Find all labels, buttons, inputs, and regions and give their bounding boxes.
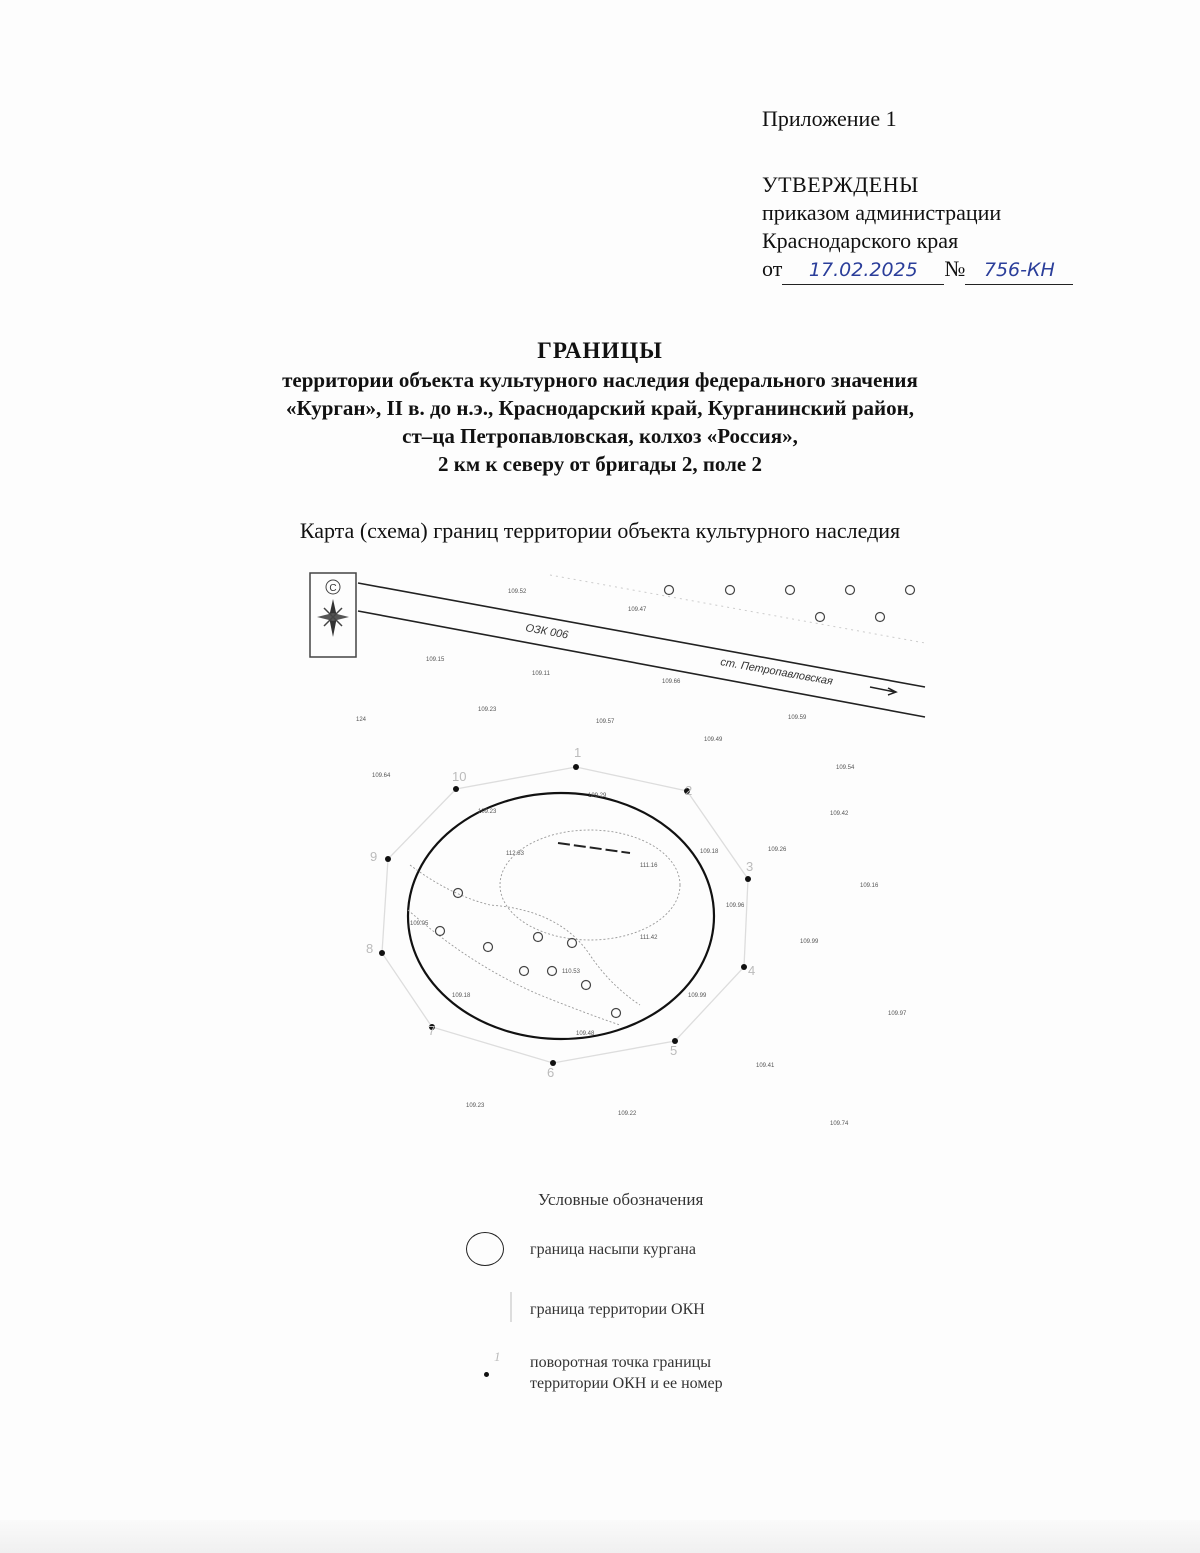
spot-height: 109.59 [788,715,807,721]
spot-height: 109.52 [508,589,527,595]
turn-point-number: 5 [670,1043,678,1058]
territory-line-icon [510,1292,512,1322]
spot-height: 109.42 [830,811,849,817]
scan-edge [0,1520,1200,1553]
okn-territory-boundary [382,767,748,1063]
handwritten-number: 756-КН [965,256,1073,285]
spot-height: 109.41 [756,1063,775,1069]
spot-height: 111.16 [640,863,658,869]
order-label: приказом администрации [762,200,1002,225]
turn-point-number: 1 [574,745,582,760]
appendix-label: Приложение 1 [762,106,897,131]
spot-height: 109.16 [860,883,879,889]
boundary-map [300,565,940,1145]
spot-height: 109.22 [618,1111,637,1117]
map-legend [460,1190,880,1410]
road [358,575,925,717]
title-line-1: территории объекта культурного наследия федерального значения [282,368,918,392]
road-label-station: ст. Петропавловская [719,656,834,688]
turn-point-number: 10 [452,769,467,784]
turn-point-number: 3 [746,859,754,874]
compass-north-letter: С [329,583,337,594]
date-number-line [762,255,1073,285]
compass-rose-icon [310,573,356,657]
title-line-2: «Курган», II в. до н.э., Краснодарский край, Курганинский район, [286,396,914,420]
spot-height: 110.53 [562,969,580,975]
legend-point-number: 1 [494,1349,501,1364]
spot-height: 111.42 [640,935,658,941]
handwritten-date: 17.02.2025 [782,256,944,285]
spot-height: 109.11 [532,671,550,677]
document-title [180,338,1020,478]
road-label-ozk: ОЗК 006 [524,622,570,642]
mound-boundary [408,793,714,1039]
turn-point-number: 9 [370,849,378,864]
spot-height: 109.23 [478,707,497,713]
turn-point-number: 2 [685,783,693,798]
legend-territory-label: граница территории ОКН [530,1301,705,1318]
spot-height: 124 [356,717,367,723]
spot-height: 109.74 [830,1121,849,1127]
turn-points [379,764,754,1066]
spot-height: 109.05 [410,921,429,927]
title-line-3: ст–ца Петропавловская, колхоз «Россия», [402,424,798,448]
legend-row-mound [460,1232,880,1272]
spot-height: 109.57 [596,719,615,725]
approval-header [762,105,1073,285]
spot-height: 109.48 [576,1031,595,1037]
contour-lines [408,830,680,1025]
turn-point-number: 6 [547,1065,555,1080]
turn-point-dot-icon [484,1372,489,1377]
from-label: от [762,256,783,281]
title-main: ГРАНИЦЫ [537,338,663,363]
spot-height: 109.66 [662,679,681,685]
spot-height: 109.49 [704,737,723,743]
legend-point-label-1: поворотная точка границы [530,1354,711,1371]
approved-label: УТВЕРЖДЕНЫ [762,172,919,197]
spot-height: 109.47 [628,607,647,613]
turn-point-number: 8 [366,941,374,956]
legend-point-label-2: территории ОКН и ее номер [530,1375,723,1392]
region-label: Краснодарского края [762,228,959,253]
legend-mound-label: граница насыпи кургана [530,1241,696,1258]
spot-height: 109.29 [588,793,607,799]
legend-row-territory [460,1290,880,1330]
number-label: № [944,256,966,281]
turn-point-number: 7 [428,1023,436,1038]
spot-height: 109.23 [478,809,497,815]
spot-height: 109.99 [688,993,707,999]
spot-height: 109.64 [372,773,391,779]
spot-height: 109.15 [426,657,445,663]
title-line-4: 2 км к северу от бригады 2, поле 2 [437,452,762,476]
spot-height: 109.96 [726,903,745,909]
mound-markers-top [665,586,915,622]
turn-point-number: 4 [748,963,756,978]
spot-height: 109.97 [888,1011,907,1017]
map-caption: Карта (схема) границ территории объекта культурного наследия [299,518,901,543]
spot-height: 109.18 [452,993,471,999]
mound-circle-icon [466,1232,504,1266]
spot-height: 109.54 [836,765,855,771]
spot-heights [356,589,907,1127]
spot-height: 109.18 [700,849,719,855]
legend-title: Условные обозначения [538,1190,704,1209]
spot-height: 109.99 [800,939,819,945]
spot-height: 109.26 [768,847,787,853]
spot-height: 112.83 [506,851,524,857]
legend-row-point [460,1350,880,1400]
turn-point-numbers [366,745,755,1080]
spot-height: 109.23 [466,1103,485,1109]
